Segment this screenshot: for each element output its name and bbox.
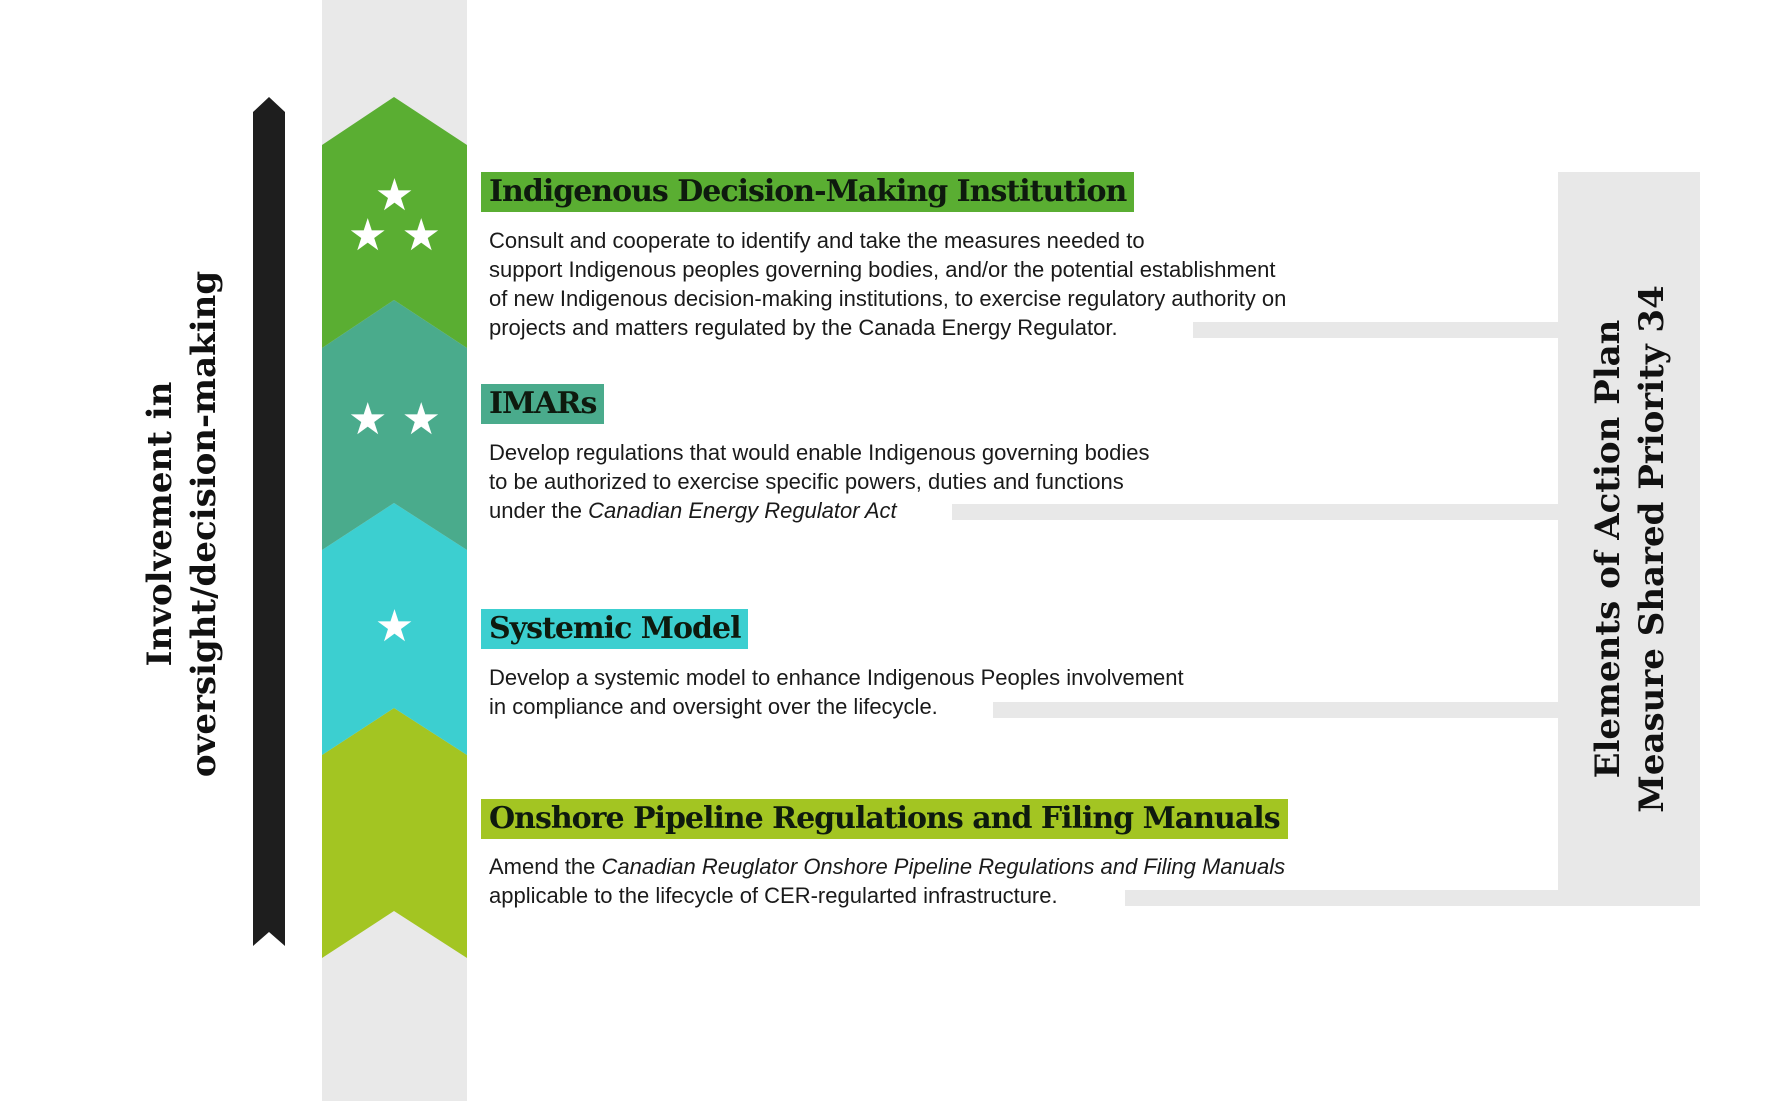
level-4-description: Amend the Canadian Reuglator Onshore Pipeline Regulations and Filing Manuals applicable to the lifecycle of CER-regularted infrastructure. bbox=[489, 854, 1286, 908]
star-icon: ★ bbox=[401, 210, 441, 261]
level-1-title: Indigenous Decision-Making Institution bbox=[481, 172, 1134, 212]
level-4-title: Onshore Pipeline Regulations and Filing Manuals bbox=[481, 799, 1288, 839]
level-3-title: Systemic Model bbox=[481, 609, 748, 649]
involvement-axis-label: Involvement in oversight/decision-making bbox=[140, 270, 224, 778]
level-3-description: Develop a systemic model to enhance Indigenous Peoples involvement in compliance and oversight over the lifecycle. bbox=[489, 665, 1184, 719]
star-icon: ★ bbox=[348, 394, 388, 445]
action-plan-label: Elements of Action Plan Measure Shared Priority 34 bbox=[1588, 285, 1672, 813]
star-icon: ★ bbox=[348, 210, 388, 261]
level-1-description: Consult and cooperate to identify and take the measures needed to support Indigenous peoples governing bodies, and/or the potential establishment of new Indigenous decision-making institutions, to exercise regulatory authority on projects and matters regulated by the Canada Energy Regulator. bbox=[489, 228, 1287, 340]
star-icon: ★ bbox=[401, 394, 441, 445]
star-icon-group-3 bbox=[322, 170, 467, 261]
star-icon: ★ bbox=[374, 170, 415, 221]
star-icon-group-2 bbox=[322, 394, 467, 445]
level-2-description: Develop regulations that would enable Indigenous governing bodies to be authorized to exercise specific powers, duties and functions under the Canadian Energy Regulator Act bbox=[489, 440, 1150, 523]
level-2-title: IMARs bbox=[481, 384, 604, 424]
star-icon: ★ bbox=[374, 601, 415, 652]
star-icon-group-1 bbox=[322, 601, 467, 652]
